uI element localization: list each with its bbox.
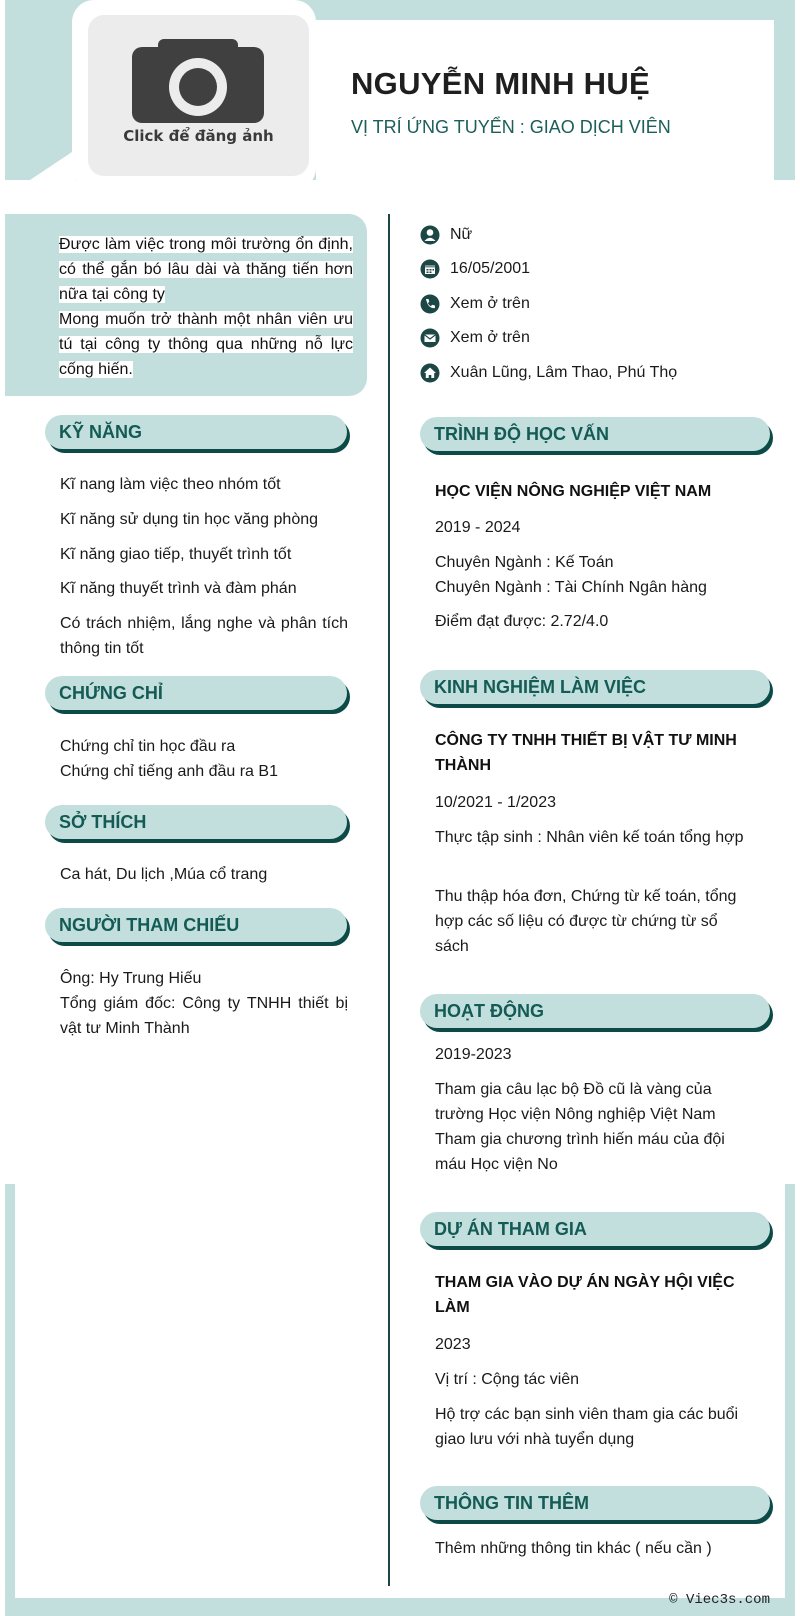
- column-divider: [388, 214, 390, 1586]
- objective-line-2: Mong muốn trở thành một nhân viên ưu tú tại công ty thông qua những nỗ lực cống hiến.: [59, 311, 353, 378]
- education-school: HỌC VIỆN NÔNG NGHIỆP VIỆT NAM: [435, 483, 712, 500]
- reference-title: Tổng giám đốc: Công ty TNHH thiết bị vật tư Minh Thành: [60, 995, 348, 1037]
- contact-address: [420, 360, 677, 386]
- skills-heading: KỸ NĂNG: [45, 415, 347, 449]
- skill-item: Kĩ năng giao tiếp, thuyết trình tốt: [60, 546, 292, 563]
- activity-item: Tham gia câu lạc bộ Đồ cũ là vàng của trường Học viện Nông nghiệp Việt Nam: [435, 1081, 716, 1123]
- contact-dob: [420, 256, 530, 282]
- project-year: 2023: [435, 1336, 471, 1353]
- extra-info-heading: THÔNG TIN THÊM: [420, 1486, 770, 1520]
- activity-item: Tham gia chương trình hiến máu của đội máu Học viện No: [435, 1131, 725, 1173]
- watermark: © Viec3s.com: [669, 1592, 770, 1608]
- right-border-bottom: [785, 1184, 795, 1616]
- candidate-name: NGUYỄN MINH HUỆ: [351, 66, 651, 101]
- education-gpa: Điểm đạt được: 2.72/4.0: [435, 613, 609, 630]
- hobbies-text: Ca hát, Du lịch ,Múa cổ trang: [60, 866, 268, 883]
- calendar-icon: [420, 259, 440, 279]
- experience-heading: KINH NGHIỆM LÀM VIỆC: [420, 670, 770, 704]
- left-border-bottom: [5, 1184, 15, 1616]
- education-major: Chuyên Ngành : Kế Toán: [435, 554, 614, 571]
- user-icon: [420, 225, 440, 245]
- activities-heading: HOẠT ĐỘNG: [420, 994, 770, 1028]
- experience-company: CÔNG TY TNHH THIẾT BỊ VẬT TƯ MINH THÀNH: [435, 732, 737, 774]
- experience-description: Thu thập hóa đơn, Chứng từ kế toán, tổng hợp các số liệu có được từ chứng từ sổ sách: [435, 888, 737, 955]
- skill-item: Có trách nhiệm, lắng nghe và phân tích thông tin tốt: [60, 615, 348, 657]
- camera-icon: [132, 39, 264, 123]
- email-icon: [420, 328, 440, 348]
- education-years: 2019 - 2024: [435, 519, 521, 536]
- education-heading: TRÌNH ĐỘ HỌC VẤN: [420, 417, 770, 451]
- skill-item: Kĩ năng thuyết trình và đàm phán: [60, 580, 297, 597]
- reference-name: Ông: Hy Trung Hiếu: [60, 970, 202, 987]
- skill-item: Kĩ nang làm việc theo nhóm tốt: [60, 476, 281, 493]
- project-role: Vị trí : Cộng tác viên: [435, 1371, 580, 1388]
- contact-phone: [420, 291, 530, 317]
- corner-notch: [30, 150, 75, 180]
- phone-value: Xem ở trên: [450, 295, 530, 312]
- references-heading: NGƯỜI THAM CHIẾU: [45, 908, 347, 942]
- address-value: Xuân Lũng, Lâm Thao, Phú Thọ: [450, 364, 678, 381]
- projects-heading: DỰ ÁN THAM GIA: [420, 1212, 770, 1246]
- education-major: Chuyên Ngành : Tài Chính Ngân hàng: [435, 579, 707, 596]
- contact-email: [420, 325, 530, 351]
- photo-label: Click để đăng ảnh: [123, 127, 274, 145]
- dob-value: 16/05/2001: [450, 260, 531, 277]
- certificate-item: Chứng chỉ tin học đầu ra: [60, 738, 236, 755]
- contact-gender: [420, 222, 472, 248]
- project-description: Hộ trợ các bạn sinh viên tham gia các buổi giao lưu với nhà tuyển dụng: [435, 1406, 739, 1448]
- extra-info-text: Thêm những thông tin khác ( nếu cần ): [435, 1540, 712, 1557]
- phone-icon: [420, 294, 440, 314]
- experience-period: 10/2021 - 1/2023: [435, 794, 556, 811]
- certificate-item: Chứng chỉ tiếng anh đầu ra B1: [60, 763, 278, 780]
- applied-position: VỊ TRÍ ỨNG TUYỂN : GIAO DỊCH VIÊN: [351, 117, 671, 137]
- objective-box: [5, 214, 367, 396]
- experience-role: Thực tập sinh : Nhân viên kế toán tổng hợp: [435, 829, 744, 846]
- project-name: THAM GIA VÀO DỰ ÁN NGÀY HỘI VIỆC LÀM: [435, 1274, 735, 1316]
- email-value: Xem ở trên: [450, 329, 530, 346]
- photo-upload[interactable]: [88, 15, 309, 176]
- certificates-heading: CHỨNG CHỈ: [45, 676, 347, 710]
- objective-line-1: Được làm việc trong môi trường ổn định, có thể gắn bó lâu dài và thăng tiến hơn nữa tại công ty: [59, 236, 353, 303]
- hobbies-heading: SỞ THÍCH: [45, 805, 347, 839]
- objective-text: [59, 232, 353, 382]
- activities-period: 2019-2023: [435, 1046, 512, 1063]
- gender-value: Nữ: [450, 226, 473, 243]
- home-icon: [420, 363, 440, 383]
- skill-item: Kĩ năng sử dụng tin học văng phòng: [60, 511, 319, 528]
